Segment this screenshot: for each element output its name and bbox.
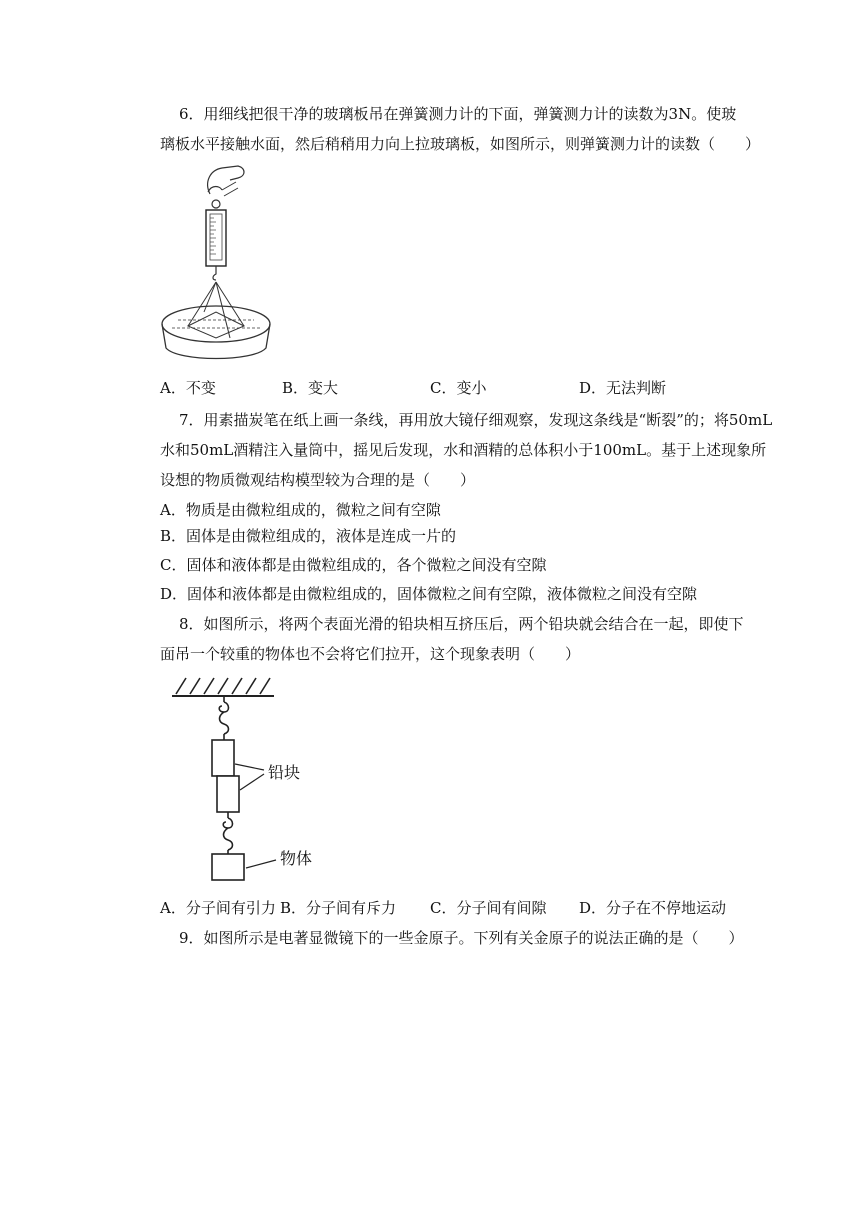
q8-option-a: A．分子间有引力 (160, 899, 276, 917)
q6-stem-line2: 璃板水平接触水面，然后稍稍用力向上拉玻璃板，如图所示，则弹簧测力计的读数（ ） (160, 135, 761, 153)
q8-stem-line2: 面吊一个较重的物体也不会将它们拉开，这个现象表明（ ） (160, 645, 581, 663)
q7-stem-line3: 设想的物质微观结构模型较为合理的是（ ） (160, 471, 476, 489)
q7-option-d: D．固体和液体都是由微粒组成的，固体微粒之间有空隙，液体微粒之间没有空隙 (160, 585, 698, 603)
weight-object (212, 854, 244, 880)
q6-option-d: D．无法判断 (579, 379, 667, 397)
spring-scale-figure (158, 162, 278, 362)
q6-option-b: B．变大 (282, 379, 339, 397)
q7-option-a: A．物质是由微粒组成的，微粒之间有空隙 (160, 501, 441, 519)
q8-option-c: C．分子间有间隙 (430, 899, 547, 917)
q8-option-b: B．分子间有斥力 (280, 899, 397, 917)
q9-stem-line1: 9．如图所示是电著显微镜下的一些金原子。下列有关金原子的说法正确的是（ ） (179, 929, 744, 947)
lead-block-label: 铅块 (268, 763, 301, 782)
q7-stem-line2: 水和50mL酒精注入量筒中，摇见后发现，水和酒精的总体积小于100mL。基于上述现象所 (160, 441, 767, 459)
q7-option-b: B．固体是由微粒组成的，液体是连成一片的 (160, 527, 457, 545)
lead-block-upper (212, 740, 234, 776)
q7-stem-line1: 7．用素描炭笔在纸上画一条线，再用放大镜仔细观察，发现这条线是“断裂”的；将50mL (179, 411, 773, 429)
q8-option-d: D．分子在不停地运动 (579, 899, 727, 917)
q6-stem-line1: 6．用细线把很干净的玻璃板吊在弹簧测力计的下面，弹簧测力计的读数为3N。使玻 (179, 105, 737, 123)
lead-blocks-figure (168, 670, 338, 884)
lead-block-lower (217, 776, 239, 812)
q7-option-c: C．固体和液体都是由微粒组成的，各个微粒之间没有空隙 (160, 556, 547, 574)
q6-option-a: A．不变 (160, 379, 216, 397)
object-label: 物体 (280, 849, 313, 868)
q8-stem-line1: 8．如图所示，将两个表面光滑的铅块相互挤压后，两个铅块就会结合在一起，即使下 (179, 615, 744, 633)
q6-option-c: C．变小 (430, 379, 487, 397)
